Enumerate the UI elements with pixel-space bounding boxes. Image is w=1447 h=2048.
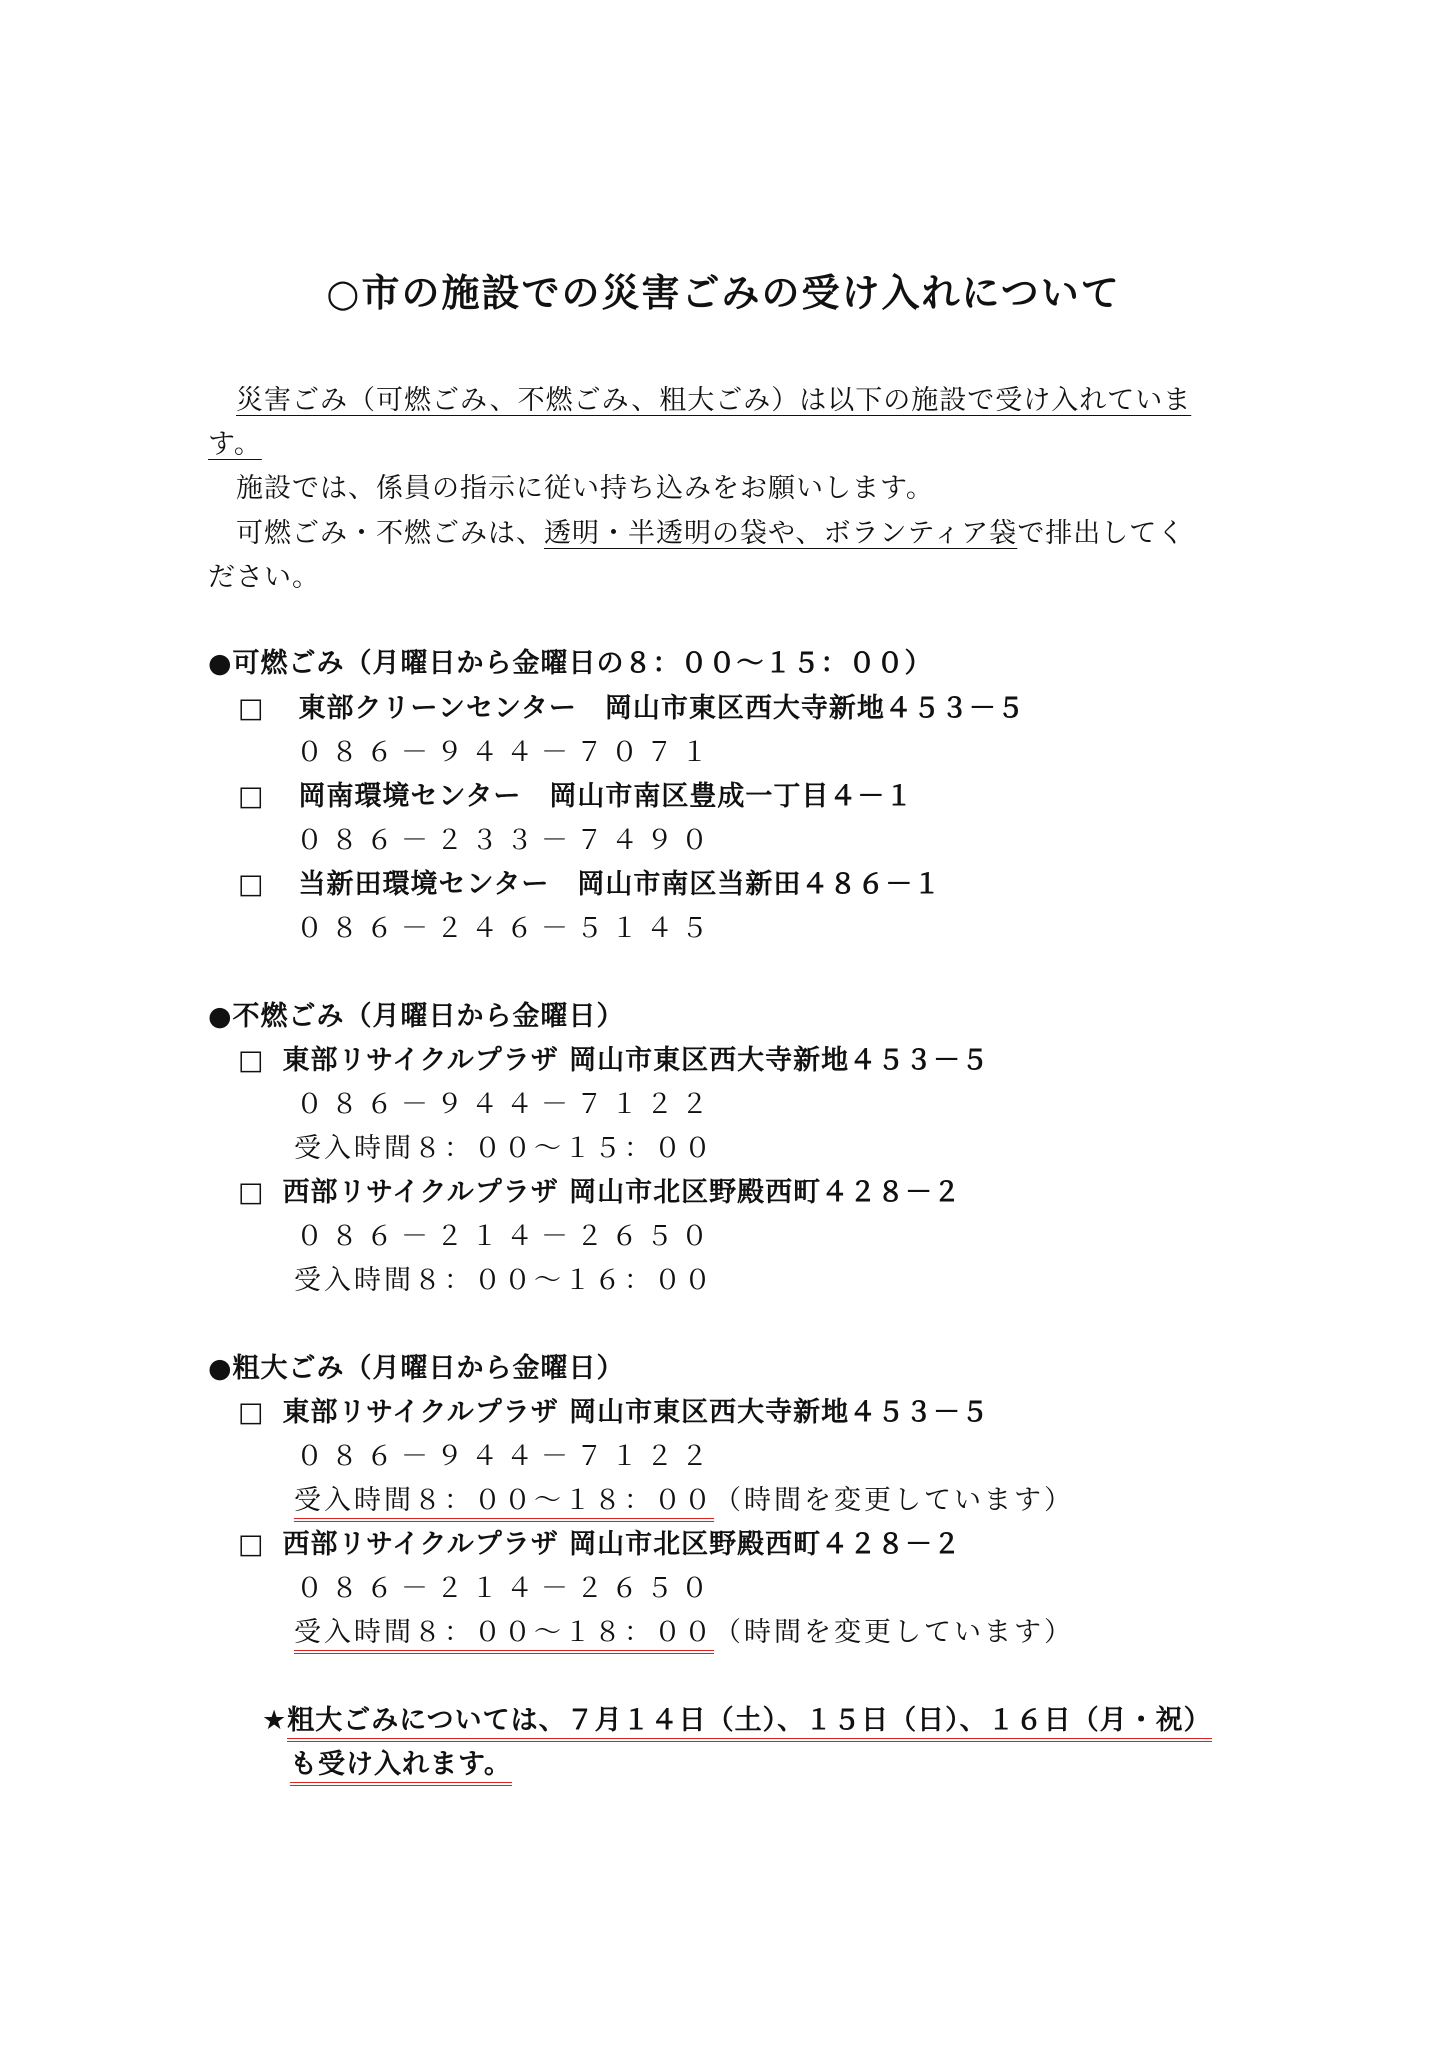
facility-hours-text: 受入時間８：００～１８：００ [294,1485,714,1522]
facility-name-text: 岡南環境センター 岡山市南区豊成一丁目４－１ [298,781,914,812]
facility-name [238,1390,989,1429]
facility-hours-text: 受入時間８：００～１８：００ [294,1617,714,1654]
intro-line-4-post: で排出してく [1017,518,1186,549]
intro-line-4-underlined: 透明・半透明の袋や、ボランティア袋 [544,518,1018,549]
facility-phone: ０８６－２１４－２６５０ [296,1573,716,1604]
checkbox-icon: □ [238,1177,265,1208]
facility-name [238,1038,989,1077]
intro-line-4-pre: 可燃ごみ・不燃ごみは、 [236,518,544,549]
intro-line-1 [236,378,1191,417]
checkbox-icon: □ [238,1045,265,1076]
section-heading-combustible: ●可燃ごみ（月曜日から金曜日の８：００～１５：００） [208,648,933,679]
intro-line-2 [208,422,262,461]
facility-phone: ０８６－２１４－２６５０ [296,1221,716,1252]
facility-name [238,1522,961,1561]
intro-line-4 [236,511,1185,550]
facility-name [238,774,913,813]
checkbox-icon: □ [238,869,265,900]
facility-hours [294,1610,1074,1649]
star-icon: ★ [262,1705,288,1736]
weekend-note-line-1 [262,1698,1212,1737]
facility-phone: ０８６－９４４－７１２２ [296,1441,716,1472]
intro-line-2-text: す。 [208,429,262,460]
facility-name-text: 西部リサイクルプラザ 岡山市北区野殿西町４２８－２ [282,1529,962,1560]
section-heading-oversized: ●粗大ごみ（月曜日から金曜日） [208,1353,625,1384]
weekend-note-line-2 [290,1742,512,1781]
facility-name [238,686,1025,725]
facility-phone: ０８６－９４４－７０７１ [296,737,716,768]
facility-name-text: 西部リサイクルプラザ 岡山市北区野殿西町４２８－２ [282,1177,962,1208]
section-heading-noncombustible: ●不燃ごみ（月曜日から金曜日） [208,1001,625,1032]
intro-line-3: 施設では、係員の指示に従い持ち込みをお願いします。 [236,473,934,504]
facility-hours: 受入時間８：００～１５：００ [294,1133,714,1164]
facility-name-text: 当新田環境センター 岡山市南区当新田４８６－１ [298,869,942,900]
facility-hours-note: （時間を変更しています） [714,1617,1074,1648]
checkbox-icon: □ [238,781,265,812]
facility-hours-note: （時間を変更しています） [714,1485,1074,1516]
facility-hours [294,1478,1074,1517]
facility-phone: ０８６－２４６－５１４５ [296,913,716,944]
facility-name [238,1170,961,1209]
facility-phone: ０８６－２３３－７４９０ [296,825,716,856]
checkbox-icon: □ [238,693,265,724]
checkbox-icon: □ [238,1397,265,1428]
weekend-note-text-2: も受け入れます。 [290,1749,512,1786]
weekend-note-text-1: 粗大ごみについては、７月１４日（土）、１５日（日）、１６日（月・祝） [287,1705,1211,1742]
facility-name-text: 東部リサイクルプラザ 岡山市東区西大寺新地４５３－５ [282,1045,990,1076]
page-title: ○市の施設での災害ごみの受け入れについて [326,271,1121,315]
facility-name-text: 東部クリーンセンター 岡山市東区西大寺新地４５３－５ [298,693,1025,724]
intro-line-5: ださい。 [208,562,320,593]
facility-name-text: 東部リサイクルプラザ 岡山市東区西大寺新地４５３－５ [282,1397,990,1428]
facility-phone: ０８６－９４４－７１２２ [296,1089,716,1120]
facility-name [238,862,941,901]
facility-hours: 受入時間８：００～１６：００ [294,1265,714,1296]
intro-line-1-text: 災害ごみ（可燃ごみ、不燃ごみ、粗大ごみ）は以下の施設で受け入れていま [236,385,1192,416]
checkbox-icon: □ [238,1529,265,1560]
